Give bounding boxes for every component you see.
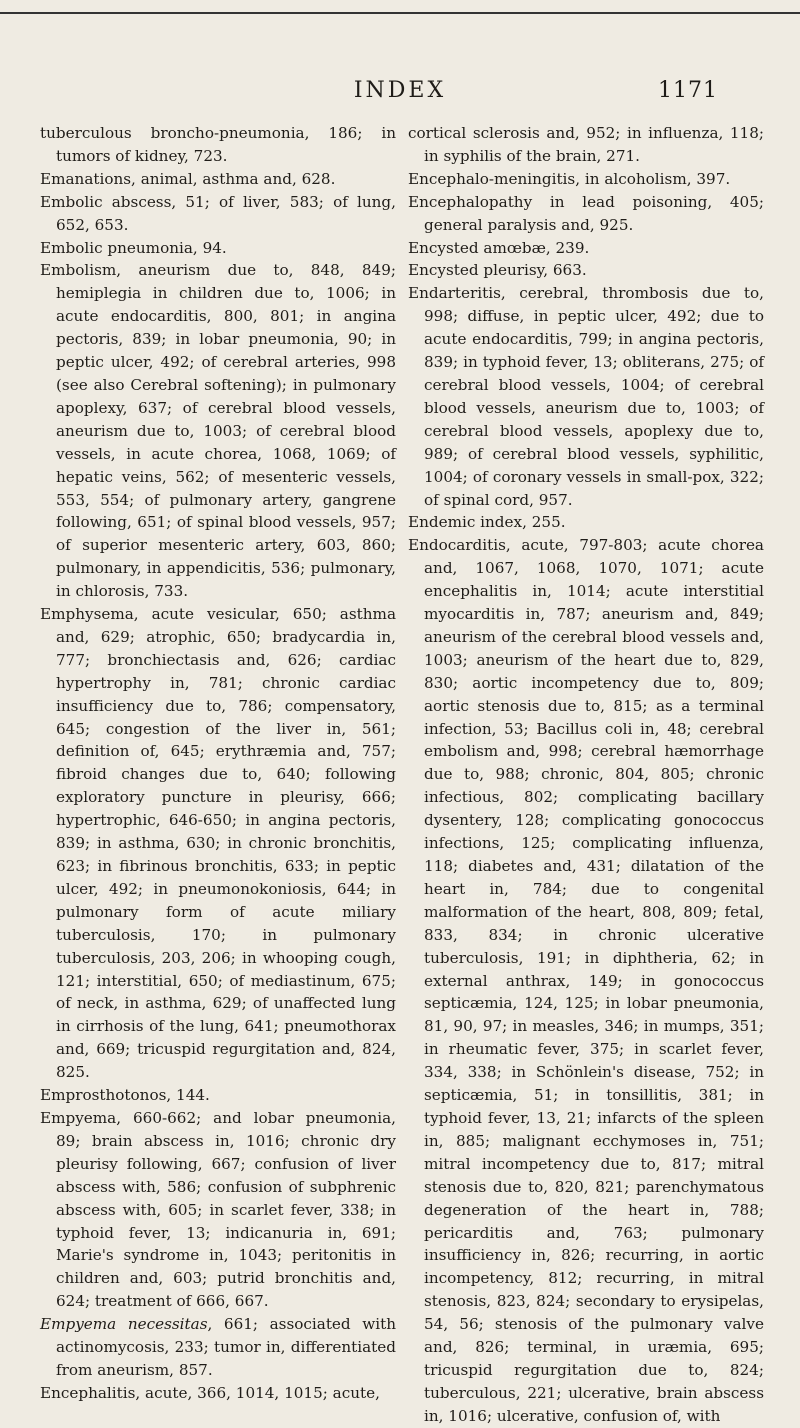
index-entry: Encephalo-meningitis, in alcoholism, 397.	[408, 169, 731, 188]
left-column	[40, 122, 396, 1402]
index-entry: Encephalopathy in lead poisoning, 405; general paralysis and, 925.	[408, 192, 764, 234]
index-entry: Endocarditis, acute, 797-803; acute chorea and, 1067, 1068, 1070, 1071; acute encephalitis in, 1014; acute interstitial myocarditis in, 787; aneurism and, 849; aneurism of the cerebral blood vessels and, 1003; aneurism of the heart due to, 829, 830; aortic incompetency due to, 809; aortic stenosis due to, 815; as a terminal infection, 53; Bacillus coli in, 48; cerebral embolism and, 998; cerebral hæmorrhage due to, 988; chronic, 804, 805; chronic infectious, 802; complicating bacillary dysentery, 128; complicating gonococcus infections, 125; complicating influenza, 118; diabetes and, 431; dilatation of the heart in, 784; due to congenital malformation of the heart, 808, 809; fetal, 833, 834; in chronic ulcerative tuberculosis, 191; in diphtheria, 62; in external anthrax, 149; in gonococcus septicæmia, 124, 125; in lobar pneumonia, 81, 90, 97; in measles, 346; in mumps, 351; in rheumatic fever, 375; in scarlet fever, 334, 338; in Schönlein's disease, 752; in septicæmia, 51; in tonsillitis, 381; in typhoid fever, 13, 21; infarcts of the spleen in, 885; malignant ecchymoses in, 751; mitral incompetency due to, 817; mitral stenosis due to, 820, 821; parenchymatous degeneration of the heart in, 788; pericarditis and, 763; pulmonary insufficiency in, 826; recurring, in aortic incompetency, 812; recurring, in mitral stenosis, 823, 824; secondary to erysipelas, 54, 56; stenosis of the pulmonary valve and, 826; terminal, in uræmia, 695; tricuspid regurgitation due to, 824; tuberculous, 221; ulcerative, brain abscess in, 1016; ulcerative, confusion of, with	[408, 536, 764, 1425]
index-entry: Emphysema, acute vesicular, 650; asthma and, 629; atrophic, 650; bradycardia in, 777; bronchiectasis and, 626; cardiac hypertrophy in, 781; chronic cardiac insufficiency due to, 786; compensatory, 645; congestion of the liver in, 561; definition of, 645; erythræmia and, 757; fibroid changes due to, 640; following exploratory puncture in pleurisy, 666; hypertrophic, 646-650; in angina pectoris, 839; in asthma, 630; in chronic bronchitis, 623; in fibrinous bronchitis, 633; in peptic ulcer, 492; in pneumonokoniosis, 644; in pulmonary form of acute miliary tuberculosis, 170; in pulmonary tuberculosis, 203, 206; in whooping cough, 121; interstitial, 650; of mediastinum, 675; of neck, in asthma, 629; of unaffected lung in cirrhosis of the lung, 641; pneumothorax and, 669; tricuspid regurgitation and, 824, 825.	[40, 605, 396, 1082]
index-entry: Encysted amœbæ, 239.	[408, 238, 590, 257]
page-number: 1171	[658, 78, 718, 103]
index-entry: Embolic abscess, 51; of liver, 583; of lung, 652, 653.	[40, 192, 396, 234]
index-entry: Encephalitis, acute, 366, 1014, 1015; acute,	[40, 1383, 380, 1402]
index-entry: tuberculous broncho-pneumonia, 186; in tumors of kidney, 723.	[40, 124, 396, 165]
index-entry: Emanations, animal, asthma and, 628.	[40, 169, 336, 188]
index-entry: cortical sclerosis and, 952; in influenza, 118; in syphilis of the brain, 271.	[408, 124, 764, 165]
index-entry: Endarteritis, cerebral, thrombosis due to, 998; diffuse, in peptic ulcer, 492; due to acute endocarditis, 799; in angina pectoris, 839; in typhoid fever, 13; obliterans, 275; of cerebral blood vessels, 1004; of cerebral blood vessels, aneurism due to, 1003; of cerebral blood vessels, apoplexy due to, 989; of cerebral blood vessels, syphilitic, 1004; of coronary vessels in small-pox, 322; of spinal cord, 957.	[408, 284, 764, 509]
index-entry: Emprosthotonos, 144.	[40, 1086, 210, 1105]
index-entry: Embolism, aneurism due to, 848, 849; hemiplegia in children due to, 1006; in acute endocarditis, 800, 801; in angina pectoris, 839; in lobar pneumonia, 90; in peptic ulcer, 492; of cerebral arteries, 998 (see also Cerebral softening); in pulmonary apoplexy, 637; of cerebral blood vessels, aneurism due to, 1003; of cerebral blood vessels, in acute chorea, 1068, 1069; of hepatic veins, 562; of mesenteric vessels, 553, 554; of pulmonary artery, gangrene following, 651; of spinal blood vessels, 957; of superior mesenteric artery, 603, 860; pulmonary, in appendicitis, 536; pulmonary, in chlorosis, 733.	[40, 261, 396, 601]
index-entry: Embolic pneumonia, 94.	[40, 238, 227, 257]
index-entry: Encysted pleurisy, 663.	[408, 261, 587, 280]
index-entry: Empyema, 660-662; and lobar pneumonia, 89; brain abscess in, 1016; chronic dry pleurisy following, 667; confusion of liver abscess with, 586; confusion of subphrenic abscess with, 605; in scarlet fever, 338; in typhoid fever, 13; indicanuria in, 691; Marie's syndrome in, 1043; peritonitis in children and, 603; putrid bronchitis and, 624; treatment of 666, 667.	[40, 1108, 396, 1311]
right-column	[408, 122, 764, 1425]
index-entry: Endemic index, 255.	[408, 513, 566, 532]
index-entry: Empyema necessitas, 661; associated with actinomycosis, 233; tumor in, differentiated from aneurism, 857.	[40, 1315, 396, 1379]
top-rule	[0, 12, 800, 14]
running-head: INDEX	[353, 78, 447, 103]
page-header	[0, 0, 800, 103]
